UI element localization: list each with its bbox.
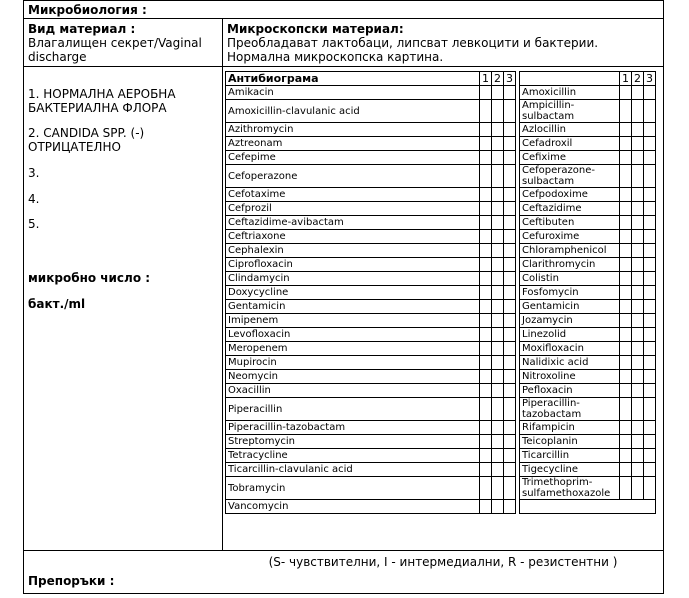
result-cell [504,258,516,272]
result-cell [480,421,492,435]
antibiotic-name: Clindamycin [226,272,480,286]
antibiotic-name: Rifampicin [520,421,620,435]
result-cell [644,202,656,216]
antibiotic-row [226,202,656,216]
result-cell [504,477,516,500]
result-cell [480,230,492,244]
result-cell [632,300,644,314]
result-cell [644,384,656,398]
result-cell [492,272,504,286]
result-cell [480,463,492,477]
antibiotic-name: Cefadroxil [520,137,620,151]
result-cell [480,202,492,216]
recommendations-label: Препоръки : [28,574,115,588]
result-cell [492,435,504,449]
result-cell [480,314,492,328]
result-cell [632,421,644,435]
antibiotic-name: Cefprozil [226,202,480,216]
result-cell [492,137,504,151]
result-cell [644,286,656,300]
result-cell [504,384,516,398]
result-cell [492,370,504,384]
result-cell [492,151,504,165]
microscopy-line-1: Преобладават лактобаци, липсват левкоцити и бактерии. [227,36,599,50]
antibiotic-name: Linezolid [520,328,620,342]
result-cell [480,100,492,123]
antibiotic-row [226,463,656,477]
result-cell [504,300,516,314]
result-cell [644,356,656,370]
result-cell [620,300,632,314]
result-cell [480,449,492,463]
result-cell [620,435,632,449]
result-cell [492,216,504,230]
result-cell [504,500,516,514]
result-cell [492,123,504,137]
result-cell [492,165,504,188]
microscopy-line-2: Нормална микроскопска картина. [227,50,444,64]
result-cell [480,258,492,272]
result-cell [504,137,516,151]
result-cell [504,244,516,258]
findings-cell [24,67,223,550]
result-cell [492,500,504,514]
result-cell [480,137,492,151]
result-cell [632,398,644,421]
antibiotic-name: Streptomycin [226,435,480,449]
result-cell [620,137,632,151]
specimen-row [24,19,663,67]
result-cell [480,500,492,514]
result-cell [492,398,504,421]
result-cell [644,477,656,500]
result-cell [504,370,516,384]
result-cell [644,100,656,123]
result-cell [492,477,504,500]
result-cell [632,328,644,342]
result-cell [620,370,632,384]
specimen-label: Вид материал : [28,22,136,36]
result-cell [620,463,632,477]
result-cell [504,202,516,216]
antibiotic-name: Trimethoprim-sulfamethoxazole [520,477,620,500]
result-cell [620,398,632,421]
result-cell [644,328,656,342]
result-cell [644,137,656,151]
antibiotic-row [226,188,656,202]
result-cell [480,435,492,449]
result-cell [644,342,656,356]
result-cell [480,86,492,100]
antibiotic-row [226,300,656,314]
antibiotic-name: Pefloxacin [520,384,620,398]
result-cell [644,123,656,137]
antibiotic-name: Gentamicin [520,300,620,314]
result-cell [504,151,516,165]
antibiogram-table [225,71,656,514]
result-cell [644,421,656,435]
result-cell [620,258,632,272]
antibiotic-name: Jozamycin [520,314,620,328]
antibiotic-name: Ticarcillin-clavulanic acid [226,463,480,477]
result-cell [480,328,492,342]
result-cell [632,202,644,216]
result-cell [632,272,644,286]
result-cell [620,356,632,370]
result-cell [504,272,516,286]
result-cell [480,216,492,230]
result-cell [504,328,516,342]
result-cell [480,300,492,314]
result-cell [644,86,656,100]
result-cell [492,100,504,123]
result-cell [480,370,492,384]
result-cell [620,216,632,230]
report-form [23,0,664,594]
result-cell [492,356,504,370]
result-cell [620,151,632,165]
result-cell [480,398,492,421]
result-cell [644,230,656,244]
result-cell [492,342,504,356]
result-cell [632,258,644,272]
antibiotic-name: Cefuroxime [520,230,620,244]
result-cell [504,188,516,202]
result-cell [620,202,632,216]
antibiotic-name: Oxacillin [226,384,480,398]
antibiotic-row [226,216,656,230]
result-cell [504,398,516,421]
result-cell [504,86,516,100]
result-cell [620,230,632,244]
result-cell [504,449,516,463]
result-cell [644,216,656,230]
result-cell [632,463,644,477]
result-cell [480,151,492,165]
result-cell [504,286,516,300]
col-number: 2 [632,72,644,86]
result-cell [620,100,632,123]
result-cell [644,314,656,328]
antibiotic-row [226,165,656,188]
antibiotic-name: Doxycycline [226,286,480,300]
result-cell [504,165,516,188]
antibiotic-name: Cefpodoxime [520,188,620,202]
result-cell [644,272,656,286]
result-cell [492,258,504,272]
antibiotic-row [226,370,656,384]
antibiotic-row [226,244,656,258]
antibiotic-name: Amikacin [226,86,480,100]
result-cell [644,258,656,272]
result-cell [644,165,656,188]
antibiotic-row [226,449,656,463]
result-cell [620,421,632,435]
microscopy-label: Микроскопски материал: [227,22,404,36]
result-cell [632,286,644,300]
finding-1: 1. НОРМАЛНА АЕРОБНА БАКТЕРИАЛНА ФЛОРА [28,87,176,115]
antibiotic-row [226,314,656,328]
result-cell [504,342,516,356]
result-cell [492,463,504,477]
antibiogram-title: Антибиограма [226,72,480,86]
col-number: 3 [644,72,656,86]
result-cell [644,188,656,202]
antibiotic-row [226,100,656,123]
result-cell [620,328,632,342]
antibiotic-row [226,230,656,244]
antibiotic-name: Cefepime [226,151,480,165]
result-cell [632,449,644,463]
result-cell [632,230,644,244]
microscopy-cell [223,19,663,72]
result-cell [492,421,504,435]
antibiotic-name: Imipenem [226,314,480,328]
result-cell [620,86,632,100]
result-cell [492,86,504,100]
antibiotic-name: Ampicillin-sulbactam [520,100,620,123]
antibiotic-name: Ceftriaxone [226,230,480,244]
antibiotic-row [226,151,656,165]
antibiotic-name: Piperacillin-tazobactam [226,421,480,435]
col-number: 1 [620,72,632,86]
antibiotic-row [226,272,656,286]
antibiotic-name: Tigecycline [520,463,620,477]
antibiotic-name: Ceftibuten [520,216,620,230]
result-cell [632,123,644,137]
antibiotic-name: Amoxicillin [520,86,620,100]
antibiotic-row [226,286,656,300]
result-cell [632,342,644,356]
result-cell [632,151,644,165]
antibiotic-row [226,137,656,151]
antibiotic-name: Colistin [520,272,620,286]
antibiotic-row [226,258,656,272]
antibiotic-name: Ticarcillin [520,449,620,463]
result-cell [480,188,492,202]
result-cell [504,230,516,244]
antibiotic-name: Ceftazidime [520,202,620,216]
result-cell [632,314,644,328]
antibiotic-name: Tetracycline [226,449,480,463]
result-cell [644,370,656,384]
antibiotic-row [226,421,656,435]
result-cell [504,356,516,370]
result-cell [492,384,504,398]
result-cell [504,435,516,449]
result-cell [620,244,632,258]
antibiotic-name: Cefotaxime [226,188,480,202]
antibiotic-name-blank [520,500,656,514]
antibiotic-row [226,342,656,356]
antibiotic-name: Nitroxoline [520,370,620,384]
result-cell [620,123,632,137]
antibiogram-legend: (S- чувствителни, I - интермедиални, R - резистентни ) [268,555,618,569]
result-cell [632,477,644,500]
result-cell [492,286,504,300]
finding-3: 3. [28,166,40,180]
result-cell [644,449,656,463]
result-cell [504,421,516,435]
antibiotic-row [226,435,656,449]
antibiotic-row [226,398,656,421]
antibiotic-name: Meropenem [226,342,480,356]
result-cell [620,477,632,500]
antibiotic-name: Cefoperazone-sulbactam [520,165,620,188]
antibiotic-row [226,328,656,342]
finding-4: 4. [28,192,40,206]
result-cell [632,188,644,202]
result-cell [620,165,632,188]
result-cell [620,314,632,328]
antibiotic-name: Teicoplanin [520,435,620,449]
antibiotic-name: Moxifloxacin [520,342,620,356]
result-cell [492,230,504,244]
result-cell [632,435,644,449]
antibiotic-name: Cephalexin [226,244,480,258]
result-cell [620,286,632,300]
result-cell [480,123,492,137]
result-cell [620,188,632,202]
result-cell [632,370,644,384]
result-cell [620,449,632,463]
result-cell [620,384,632,398]
specimen-value: Влагалищен секрет/Vaginal discharge [28,36,202,64]
result-cell [492,244,504,258]
result-cell [504,100,516,123]
result-cell [480,477,492,500]
antibiotic-row [226,86,656,100]
antibiotic-name: Cefixime [520,151,620,165]
antibiotic-row [226,500,656,514]
result-cell [504,463,516,477]
antibiotic-row [226,477,656,500]
result-cell [492,328,504,342]
antibiotic-name: Vancomycin [226,500,480,514]
antibiotic-name: Neomycin [226,370,480,384]
result-cell [632,244,644,258]
result-cell [632,216,644,230]
result-cell [480,165,492,188]
specimen-cell [24,19,223,66]
antibiotic-name: Levofloxacin [226,328,480,342]
microbial-count-label: микробно число : [28,271,151,285]
section-title: Микробиология : [24,1,663,19]
result-cell [492,202,504,216]
antibiotic-name: Ciprofloxacin [226,258,480,272]
result-cell [644,244,656,258]
col-number: 2 [492,72,504,86]
antibiotic-name: Clarithromycin [520,258,620,272]
result-cell [504,216,516,230]
antibiotic-row [226,384,656,398]
result-cell [644,398,656,421]
result-cell [620,272,632,286]
finding-5: 5. [28,217,40,231]
result-cell [632,86,644,100]
result-cell [492,188,504,202]
antibiotic-name: Ceftazidime-avibactam [226,216,480,230]
result-cell [480,244,492,258]
antibiotic-name: Nalidixic acid [520,356,620,370]
antibiotic-name: Aztreonam [226,137,480,151]
result-cell [632,356,644,370]
result-cell [504,314,516,328]
antibiotic-name: Azithromycin [226,123,480,137]
result-cell [480,272,492,286]
antibiogram-header-row [226,72,656,86]
antibiotic-name: Mupirocin [226,356,480,370]
result-cell [632,100,644,123]
antibiotic-name: Azlocillin [520,123,620,137]
results-row [24,67,663,569]
antibiogram-right-header [520,72,620,86]
antibiotic-name: Fosfomycin [520,286,620,300]
antibiotic-name: Piperacillin [226,398,480,421]
result-cell [644,463,656,477]
col-number: 3 [504,72,516,86]
antibiotic-name: Chloramphenicol [520,244,620,258]
result-cell [492,449,504,463]
antibiotic-row [226,123,656,137]
antibiotic-name: Amoxicillin-clavulanic acid [226,100,480,123]
result-cell [504,123,516,137]
result-cell [632,137,644,151]
result-cell [480,342,492,356]
microbial-count-unit: бакт./ml [28,297,86,311]
finding-2: 2. CANDIDA SPP. (-) ОТРИЦАТЕЛНО [28,126,145,154]
result-cell [632,165,644,188]
antibiotic-name: Tobramycin [226,477,480,500]
antibiotic-row [226,356,656,370]
result-cell [632,384,644,398]
result-cell [644,300,656,314]
result-cell [492,314,504,328]
result-cell [620,342,632,356]
antibiotic-name: Gentamicin [226,300,480,314]
result-cell [644,151,656,165]
result-cell [480,356,492,370]
result-cell [480,384,492,398]
result-cell [480,286,492,300]
antibiotic-name: Cefoperazone [226,165,480,188]
result-cell [644,435,656,449]
antibiotic-name: Piperacillin-tazobactam [520,398,620,421]
col-number: 1 [480,72,492,86]
result-cell [492,300,504,314]
